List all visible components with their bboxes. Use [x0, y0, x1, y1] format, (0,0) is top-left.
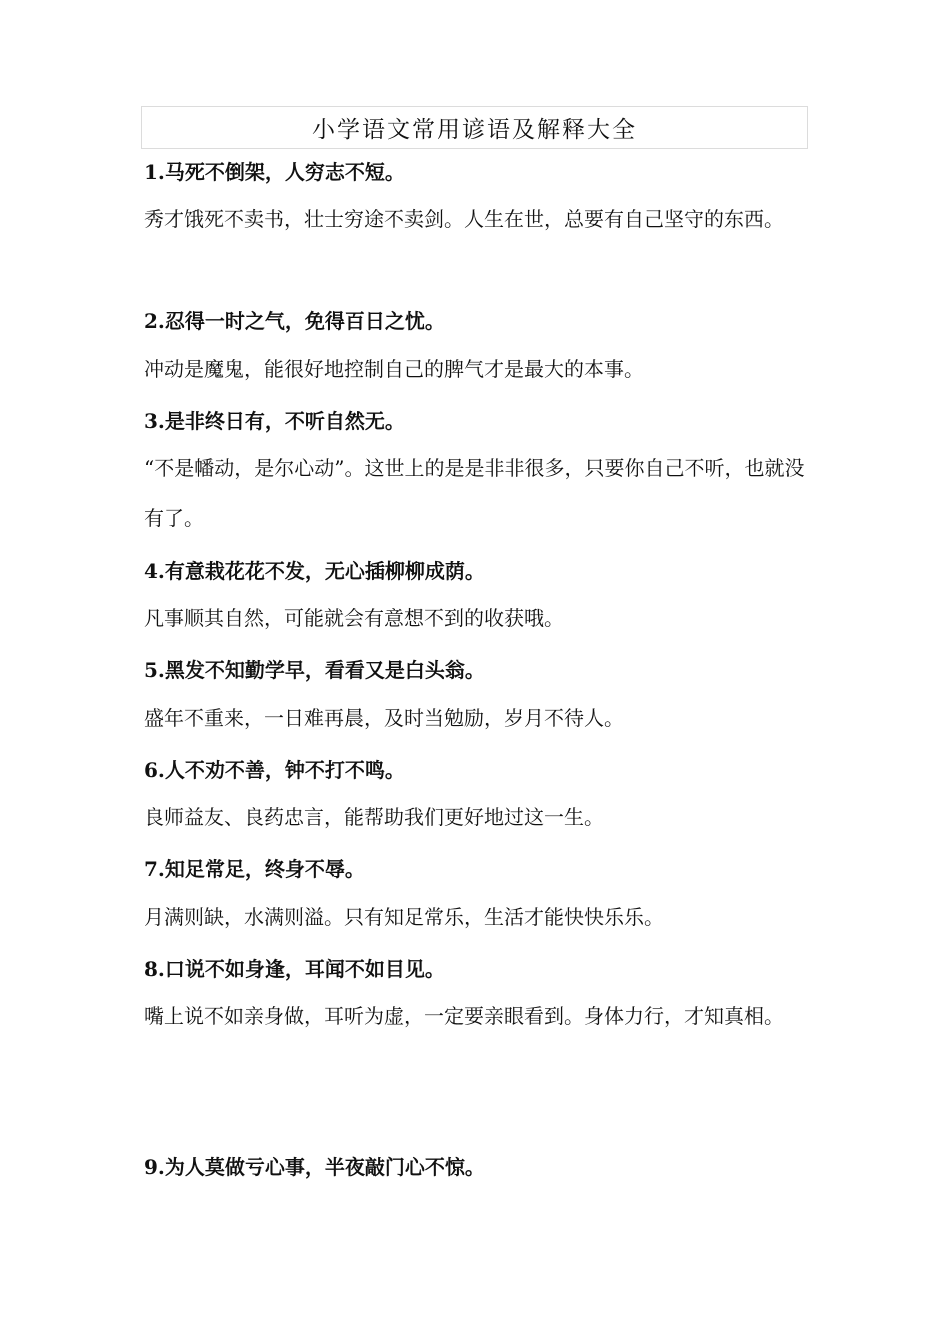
proverb-explanation-2: 冲动是魔鬼，能很好地控制自己的脾气才是最大的本事。: [144, 357, 644, 381]
proverb-explanation-4: 凡事顺其自然，可能就会有意想不到的收获哦。: [144, 606, 564, 630]
proverb-explanation-3: “不是幡动，是尔心动”。这世上的是是非非很多，只要你自己不听，也就没有了。: [144, 456, 805, 530]
proverb-heading-6: 6.人不劝不善，钟不打不鸣。: [144, 758, 405, 782]
document-title: 小学语文常用谚语及解释大全: [312, 117, 637, 143]
title-box: [141, 106, 808, 149]
proverb-heading-9: 9.为人莫做亏心事，半夜敲门心不惊。: [144, 1155, 485, 1179]
proverb-explanation-8: 嘴上说不如亲身做，耳听为虚，一定要亲眼看到。身体力行，才知真相。: [144, 1004, 784, 1028]
proverb-heading-1: 1.马死不倒架，人穷志不短。: [144, 160, 405, 184]
proverb-heading-4: 4.有意栽花花不发，无心插柳柳成荫。: [144, 559, 485, 583]
proverb-explanation-1: 秀才饿死不卖书，壮士穷途不卖剑。人生在世，总要有自己坚守的东西。: [144, 207, 784, 231]
proverb-heading-2: 2.忍得一时之气，免得百日之忧。: [144, 309, 445, 333]
proverb-heading-5: 5.黑发不知勤学早，看看又是白头翁。: [144, 658, 485, 682]
proverb-explanation-5: 盛年不重来，一日难再晨，及时当勉励，岁月不待人。: [144, 706, 624, 730]
proverb-heading-8: 8.口说不如身逢，耳闻不如目见。: [144, 957, 445, 981]
proverb-explanation-7: 月满则缺，水满则溢。只有知足常乐，生活才能快快乐乐。: [144, 905, 664, 929]
proverb-heading-7: 7.知足常足，终身不辱。: [144, 857, 365, 881]
proverb-heading-3: 3.是非终日有，不听自然无。: [144, 409, 405, 433]
proverb-explanation-6: 良师益友、良药忠言，能帮助我们更好地过这一生。: [144, 805, 604, 829]
